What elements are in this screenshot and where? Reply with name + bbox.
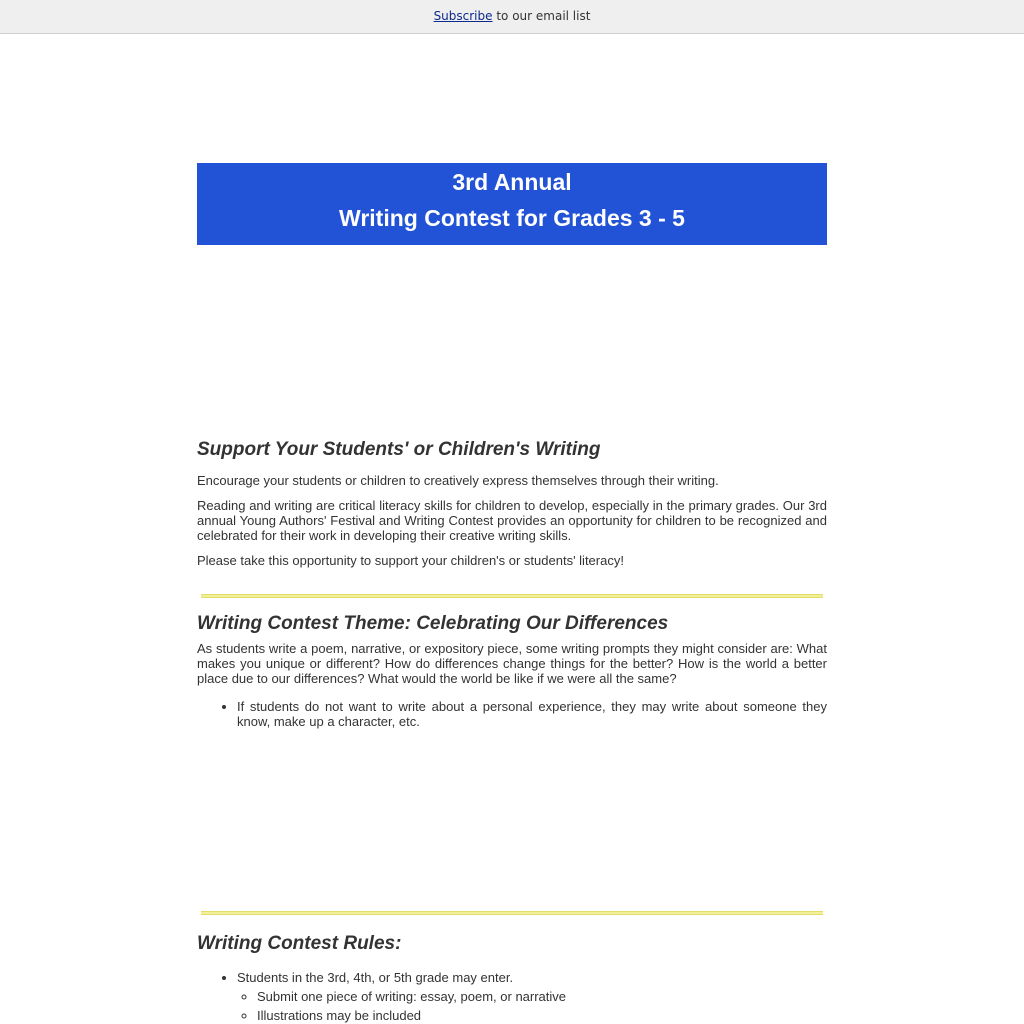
banner-title-line2: Writing Contest for Grades 3 - 5 <box>339 205 685 231</box>
support-paragraph-1: Encourage your students or children to creatively express themselves through their writing. <box>197 473 719 488</box>
email-subscribe-bar <box>0 0 1024 34</box>
theme-bullet-list <box>197 699 827 729</box>
rules-sub-list <box>197 989 827 1023</box>
subscribe-bar-text: to our email list <box>492 9 591 23</box>
theme-section <box>197 612 827 729</box>
list-item: ◦ Illustrations may be included <box>257 1008 827 1023</box>
section-divider-1 <box>201 594 823 598</box>
banner-title-line1: 3rd Annual <box>452 169 572 195</box>
subscribe-link[interactable]: Subscribe <box>433 9 493 23</box>
rules-section <box>197 932 827 1023</box>
theme-paragraph: As students write a poem, narrative, or expository piece, some writing prompts they might consider are: What makes you unique or different? How do differences change things for the better? How is the world a better place due to our differences? What would the world be like if we were all the same? <box>197 641 827 686</box>
rule-text: Students in the 3rd, 4th, or 5th grade may enter. <box>237 970 514 985</box>
support-paragraph-2: Reading and writing are critical literacy skills for children to develop, especially in the primary grades. Our 3rd annual Young Authors' Festival and Writing Contest provides an opportunity for children to be recognized and celebrated for their work in developing their creative writing skills. <box>197 498 827 543</box>
list-item: • If students do not want to write about a personal experience, they may write about someone they know, make up a character, etc. <box>237 699 827 729</box>
support-section <box>197 438 827 568</box>
rules-list <box>197 970 827 1023</box>
support-paragraph-3: Please take this opportunity to support your children's or students' literacy! <box>197 553 624 568</box>
rules-heading: Writing Contest Rules: <box>197 933 402 954</box>
section-divider-2 <box>201 911 823 915</box>
contest-banner <box>197 163 827 245</box>
support-heading: Support Your Students' or Children's Writing <box>197 439 601 460</box>
theme-heading: Writing Contest Theme: Celebrating Our Differences <box>197 613 669 634</box>
list-item: ◦ Submit one piece of writing: essay, poem, or narrative <box>257 989 827 1004</box>
list-item <box>237 970 827 1023</box>
